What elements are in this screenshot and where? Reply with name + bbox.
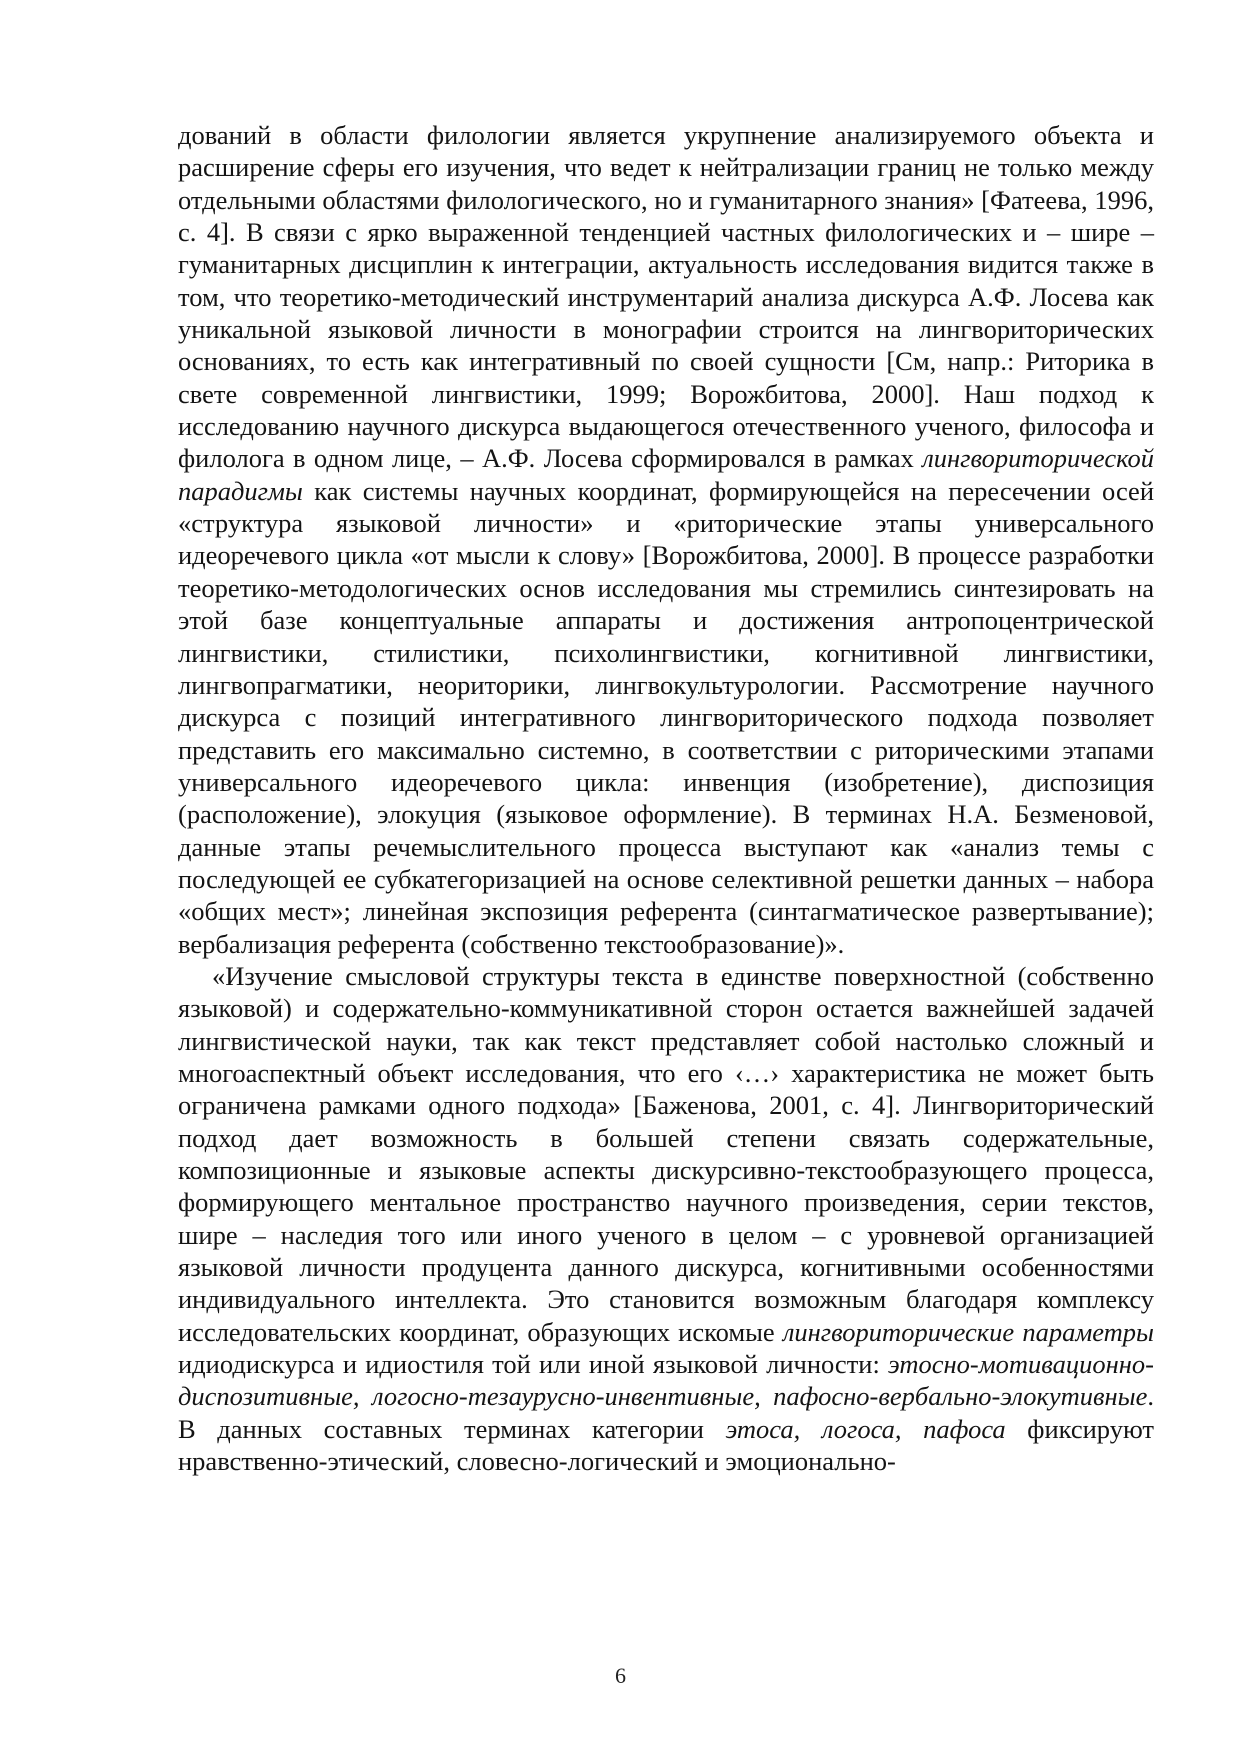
italic-term: лингвориторические параметры	[782, 1316, 1154, 1347]
paragraph-2	[178, 960, 1154, 1478]
italic-term: этоса, логоса, пафоса	[725, 1413, 1006, 1444]
page-number: 6	[615, 1663, 626, 1688]
text-segment: . В данных составных терминах категории	[178, 1381, 1154, 1444]
text-segment: фиксируют нравственно-этический, словесно-логический и эмоционально-	[178, 1413, 1154, 1477]
text-segment: идиодискурса и идиостиля той или иной языковой личности:	[178, 1349, 889, 1380]
page-body	[178, 119, 1154, 1477]
paragraph-1	[178, 119, 1154, 960]
italic-term: этосно-мотивационно-диспозитивные, логосно-тезаурусно-инвентивные, пафосно-вербально-элокутивные	[178, 1349, 1154, 1412]
text-segment: как системы научных координат, формирующейся на пересечении осей «структура языковой личности» и «риторические этапы универсального идеоречевого цикла «от мысли к слову» [Ворожбитова, 2000]. В процессе разработки теоретико-методологических основ исследования мы стремились синтезировать на этой базе концептуальные аппараты и достижения антропоцентрической лингвистики, стилистики, психолингвистики, когнитивной лингвистики, лингвопрагматики, неориторики, лингвокультурологии. Рассмотрение научного дискурса с позиций интегративного лингвориторического подхода позволяет представить его максимально системно, в соответствии с риторическими этапами универсального идеоречевого цикла: инвенция (изобретение), диспозиция (расположение), элокуция (языковое оформление). В терминах Н.А. Безменовой, данные этапы речемыслительного процесса выступают как «анализ темы с последующей ее субкатегоризацией на основе селективной решетки данных – набора «общих мест»; линейная экспозиция референта (синтагматическое развертывание); вербализация референта (собственно текстообразование)».	[178, 475, 1154, 959]
italic-term: лингвориторической парадигмы	[178, 443, 1154, 506]
text-segment: дований в области филологии является укрупнение анализируемого объекта и расширение сферы его изучения, что ведет к нейтрализации границ не только между отдельными областями филологического, но и гуманитарного знания» [Фатеева, 1996, с. 4]. В связи с ярко выраженной тенденцией частных филологических и – шире – гуманитарных дисциплин к интеграции, актуальность исследования видится также в том, что теоретико-методический инструментарий анализа дискурса А.Ф. Лосева как уникальной языковой личности в монографии строится на лингвориторических основаниях, то есть как интегративный по своей сущности [См, напр.: Риторика в свете современной лингвистики, 1999; Ворожбитова, 2000]. Наш подход к исследованию научного дискурса выдающегося отечественного ученого, философа и филолога в одном лице, – А.Ф. Лосева сформировался в рамках	[178, 120, 1154, 474]
text-segment: «Изучение смысловой структуры текста в единстве поверхностной (собственно языковой) и содержательно-коммуникативной сторон остается важнейшей задачей лингвистической науки, так как текст представляет собой настолько сложный и многоаспектный объект исследования, что его ‹…› характеристика не может быть ограничена рамками одного подхода» [Баженова, 2001, с. 4]. Лингвориторический подход дает возможность в большей степени связать содержательные, композиционные и языковые аспекты дискурсивно-текстообразующего процесса, формирующего ментальное пространство научного произведения, серии текстов, шире – наследия того или иного ученого в целом – с уровневой организацией языковой личности продуцента данного дискурса, когнитивными особенностями индивидуального интеллекта. Это становится возможным благодаря комплексу исследовательских координат, образующих искомые	[178, 960, 1154, 1347]
